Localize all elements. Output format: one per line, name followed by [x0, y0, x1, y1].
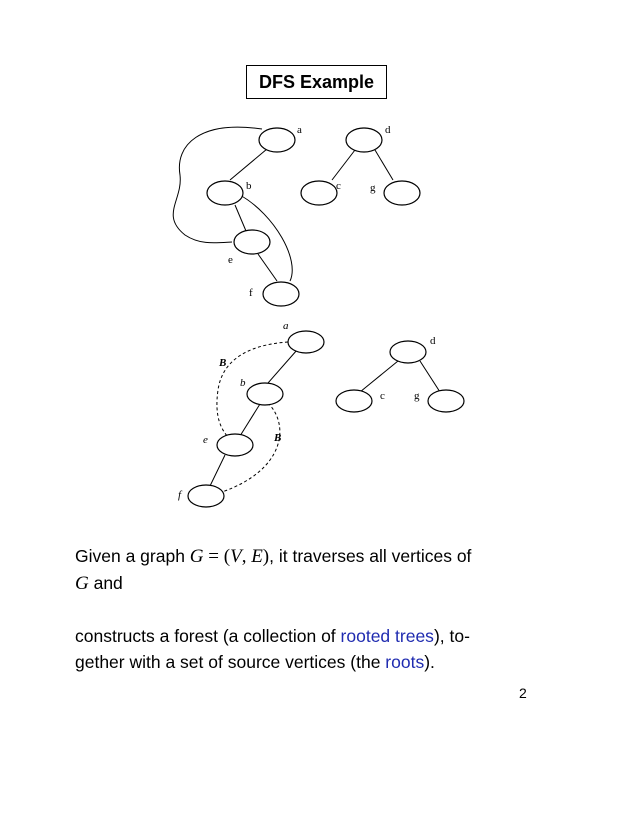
forest-label-e: e: [203, 434, 208, 446]
label-c: c: [336, 180, 341, 192]
label-g: g: [370, 182, 376, 194]
forest-node-e: [217, 434, 253, 456]
link-roots[interactable]: roots: [385, 652, 425, 672]
math-comma: ,: [241, 546, 252, 567]
paragraph-graph-definition: [75, 543, 565, 597]
back-edge-label-1: B: [219, 357, 227, 369]
label-e: e: [228, 254, 233, 266]
forest-node-f: [188, 485, 224, 507]
page-number: 2: [519, 685, 527, 701]
node-e: [234, 230, 270, 254]
forest-label-d: d: [430, 335, 436, 347]
p2-part2: ), to-: [433, 626, 470, 646]
link-rooted-trees[interactable]: rooted trees: [340, 626, 434, 646]
math-e: E: [251, 546, 263, 567]
label-f: f: [249, 287, 253, 299]
node-c: [301, 181, 337, 205]
forest-node-c: [336, 390, 372, 412]
forest-node-g: [428, 390, 464, 412]
paragraph-forest: [75, 623, 565, 675]
back-edge-label-2: B: [274, 432, 282, 444]
forest-node-b: [247, 383, 283, 405]
edge-a-b: [230, 149, 267, 180]
p2-part3: gether with a set of source vertices (the: [75, 652, 386, 672]
node-d: [346, 128, 382, 152]
p1-suffix: and: [88, 573, 123, 593]
math-close: ): [262, 546, 270, 567]
figure-dfs-forest: [178, 320, 464, 507]
tree-edge-d-c: [360, 361, 398, 392]
p1-prefix: Given a graph: [75, 546, 190, 566]
tree-edge-a-b: [268, 350, 297, 383]
figure-graph: [173, 124, 420, 306]
p2-part4: ).: [424, 652, 435, 672]
node-b: [207, 181, 243, 205]
forest-label-f: f: [178, 489, 182, 501]
math-eq: = (: [203, 546, 231, 567]
math-g2: G: [75, 573, 89, 594]
forest-node-a: [288, 331, 324, 353]
forest-label-c: c: [380, 390, 385, 402]
tree-edge-e-f: [210, 455, 225, 486]
p2-part1: constructs a forest (a collection of: [75, 626, 341, 646]
label-a: a: [297, 124, 302, 136]
node-f: [263, 282, 299, 306]
tree-edge-d-g: [420, 361, 440, 392]
forest-node-d: [390, 341, 426, 363]
edge-d-c: [332, 150, 355, 180]
math-graph: [190, 546, 269, 567]
edge-b-e: [235, 205, 246, 231]
label-b: b: [246, 180, 252, 192]
node-g: [384, 181, 420, 205]
edge-e-f: [258, 254, 277, 281]
forest-label-g: g: [414, 390, 420, 402]
p1-middle: , it traverses all vertices of: [269, 546, 472, 566]
math-g: G: [189, 546, 204, 567]
tree-edge-b-e: [240, 404, 260, 436]
label-d: d: [385, 124, 391, 136]
forest-label-a: a: [283, 320, 289, 332]
slide-title: DFS Example: [246, 65, 387, 99]
edge-d-g: [375, 150, 393, 180]
math-v: V: [230, 546, 242, 567]
node-a: [259, 128, 295, 152]
forest-label-b: b: [240, 377, 246, 389]
